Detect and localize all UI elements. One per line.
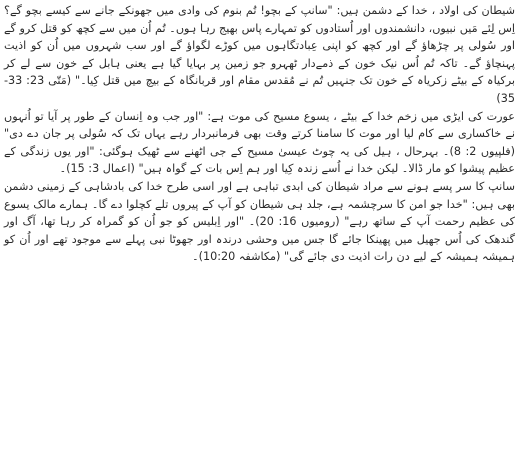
paragraph-3 bbox=[4, 178, 515, 266]
paragraph-2-text: عورت کی ایڑی میں زخم خدا کے بیٹے ، یسوع مسیح کی موت ہے: "اور جب وہ اِنسان کے طور پر آیا تو اُنہوں نے خاکساری سے کام لیا اور موت کا سامنا کرتے وقت بھی فرمانبردار رہے یہاں تک کہ سُولی پر جان دے دی" (فلپیوں 2: 8)۔ بہرحال ، ہیل کی یہ چوٹ عیسیٰ مسیح کے جی اٹھنے سے ٹھیک ہوگئی: "اور یوں زندگی کے عظیم پیشوا کو مار ڈالا۔ لیکن خدا نے اُسے زندہ کِیا اور ہم اِس بات کے گواہ ہیں" (اعمال 3: 15)۔ bbox=[4, 109, 516, 176]
paragraph-2 bbox=[4, 108, 515, 178]
paragraph-1 bbox=[4, 2, 515, 108]
paragraph-3-text: سانپ کا سر پسے ہونے سے مراد شیطان کی ابدی تباہی ہے اور اسی طرح خدا کی بادشاہی کے زمینی دشمن بھی ہیں: "خدا جو امن کا سرچشمہ ہے، جلد ہی شیطان کو آپ کے پیروں تلے کچلوا دے گا۔ ہمارے مالک یسوع کی عظیم رحمت آپ کے ساتھ رہے" (رومیوں 16: 20)۔ "اور اِبلیس کو جو اُن کو گمراہ کر رہا تھا، آگ اور گندھک کی اُس جھیل میں پھینکا جائے گا جس میں وحشی درندہ اور جھوٹا نبی پہلے سے موجود تھے اور اُن کو ہمیشہ ہمیشہ کے لیے دن رات اذیت دی جائے گی" (مکاشفہ 10:20)۔ bbox=[4, 179, 515, 264]
paragraph-1-text: شیطان کی اولاد ، خدا کے دشمن ہیں: "سانپ کے بچو! تُم بنوم کی وادی میں جھونکے جانے سے کیسے بچو گے؟ اِس لِئے مَیں نبیوں، دانشمندوں اور اُستادوں کو تمہارے پاس بھیج رہا ہوں۔ تُم اُن میں سے کچھ کو قتل کرو گے اور سُولی پر چڑھاؤ گے اور کچھ کو اپنی عِبادتگاہوں میں کوڑے لگواؤ گے اور سب شہروں میں اُن کو اذیت پہنچاؤ گے۔ تاکہ تُم اُس نیک خون کے ذمےدار ٹھہرو جو زمین پر بہایا گیا ہے یعنی ہابل کے خون سے لے کر برکیاہ کے بیٹے زکریاہ کے خون تک جنہیں تُم نے مُقدس مقام اور قربانگاہ کے بیچ میں قتل کِیا۔" bbox=[4, 4, 515, 88]
scripture-reference: (مَتّی 23: 33-35) bbox=[4, 74, 515, 105]
